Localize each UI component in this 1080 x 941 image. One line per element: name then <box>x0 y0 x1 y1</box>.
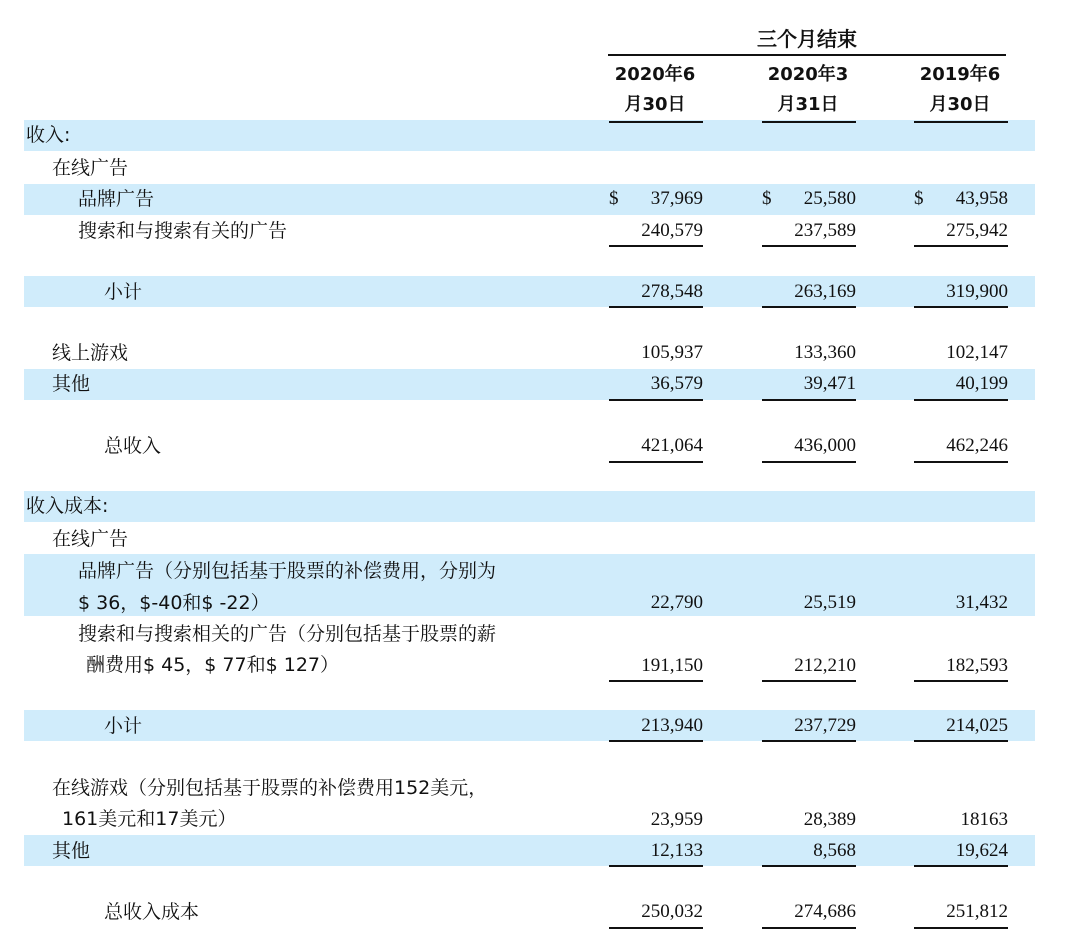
cell-total-cost-2: 274,686 <box>794 901 856 922</box>
cell-cost-subtotal-2: 237,729 <box>794 715 856 736</box>
row-label-brand-ads: 品牌广告 <box>78 188 155 210</box>
underline <box>609 399 703 401</box>
underline <box>609 680 703 682</box>
row-label-online-games: 线上游戏 <box>52 342 129 364</box>
cell-cost-online-games-1: 23,959 <box>650 809 703 830</box>
cell-total-cost-1: 250,032 <box>641 901 703 922</box>
underline <box>762 399 856 401</box>
underline <box>762 680 856 682</box>
underline <box>914 306 1008 308</box>
row-label-cost-online-games: 在线游戏（分别包括基于股票的补偿费用152美元， <box>52 777 488 799</box>
underline <box>914 865 1008 867</box>
currency-symbol: $ <box>609 188 619 209</box>
column-header <box>912 60 1008 120</box>
column-header-rule <box>762 121 856 123</box>
cell-other-1: 36,579 <box>650 373 703 394</box>
row-band <box>24 184 1035 215</box>
cell-cost-brand-ads-1: 22,790 <box>650 592 703 613</box>
section-revenue: 收入: <box>26 124 71 146</box>
cell-brand-ads-1 <box>609 187 703 211</box>
cell-total-revenue-1: 421,064 <box>641 435 703 456</box>
cell-value: 25,580 <box>803 188 856 209</box>
underline <box>762 461 856 463</box>
underline <box>914 927 1008 929</box>
cell-subtotal-1: 278,548 <box>641 281 703 302</box>
underline <box>762 865 856 867</box>
underline <box>914 740 1008 742</box>
cell-online-games-3: 102,147 <box>946 342 1008 363</box>
cell-cost-brand-ads-2: 25,519 <box>803 592 856 613</box>
cell-brand-ads-2 <box>762 187 856 211</box>
cell-cost-other-3: 19,624 <box>955 840 1008 861</box>
cell-cost-online-games-2: 28,389 <box>803 809 856 830</box>
cell-other-3: 40,199 <box>955 373 1008 394</box>
underline <box>762 927 856 929</box>
underline <box>762 306 856 308</box>
row-band <box>24 835 1035 866</box>
column-header-line2: 月30日 <box>624 94 686 115</box>
underline <box>914 680 1008 682</box>
cell-other-2: 39,471 <box>803 373 856 394</box>
underline <box>609 740 703 742</box>
section-online-ads-cost: 在线广告 <box>52 528 129 550</box>
underline <box>609 306 703 308</box>
row-label-cost-search-ads-2: 酬费用$ 45，$ 77和$ 127） <box>86 654 340 676</box>
cell-cost-other-1: 12,133 <box>650 840 703 861</box>
row-label-other: 其他 <box>52 373 91 395</box>
row-label-cost-subtotal: 小计 <box>104 715 143 737</box>
underline <box>914 245 1008 247</box>
section-online-ads: 在线广告 <box>52 157 129 179</box>
underline <box>609 927 703 929</box>
cell-search-ads-1: 240,579 <box>641 220 703 241</box>
column-header <box>607 60 703 120</box>
row-band <box>24 710 1035 741</box>
row-band <box>24 491 1035 522</box>
underline <box>914 461 1008 463</box>
cell-value: 43,958 <box>955 188 1008 209</box>
row-label-cost-other: 其他 <box>52 840 91 862</box>
currency-symbol: $ <box>914 188 924 209</box>
cell-brand-ads-3 <box>914 187 1008 211</box>
row-band <box>24 276 1035 307</box>
row-band <box>24 120 1035 151</box>
cell-cost-search-ads-2: 212,210 <box>794 655 856 676</box>
cell-cost-other-2: 8,568 <box>813 840 856 861</box>
row-label-total-revenue: 总收入 <box>104 435 162 457</box>
cell-total-cost-3: 251,812 <box>946 901 1008 922</box>
cell-total-revenue-3: 462,246 <box>946 435 1008 456</box>
header-rule <box>608 54 1006 56</box>
cell-cost-subtotal-1: 213,940 <box>641 715 703 736</box>
cell-subtotal-2: 263,169 <box>794 281 856 302</box>
section-cost-of-revenue: 收入成本: <box>26 495 109 517</box>
row-label-subtotal: 小计 <box>104 281 143 303</box>
cell-cost-subtotal-3: 214,025 <box>946 715 1008 736</box>
row-label-search-ads: 搜索和与搜索有关的广告 <box>78 220 288 242</box>
underline <box>609 245 703 247</box>
row-label-cost-brand-ads-2: $ 36，$-40和$ -22） <box>78 592 270 614</box>
cell-search-ads-2: 237,589 <box>794 220 856 241</box>
cell-cost-brand-ads-3: 31,432 <box>955 592 1008 613</box>
cell-cost-search-ads-1: 191,150 <box>641 655 703 676</box>
row-label-cost-search-ads: 搜索和与搜索相关的广告（分别包括基于股票的薪 <box>78 623 497 645</box>
cell-search-ads-3: 275,942 <box>946 220 1008 241</box>
underline <box>609 865 703 867</box>
cell-value: 37,969 <box>650 188 703 209</box>
currency-symbol: $ <box>762 188 772 209</box>
cell-cost-online-games-3: 18163 <box>960 809 1008 830</box>
column-header-rule <box>609 121 703 123</box>
cell-total-revenue-2: 436,000 <box>794 435 856 456</box>
underline <box>762 245 856 247</box>
column-header-line2: 月30日 <box>929 94 991 115</box>
cell-subtotal-3: 319,900 <box>946 281 1008 302</box>
column-header-line1: 2020年3 <box>767 64 849 85</box>
underline <box>914 399 1008 401</box>
row-band <box>24 369 1035 400</box>
column-header <box>760 60 856 120</box>
column-header-rule <box>914 121 1008 123</box>
row-label-cost-brand-ads: 品牌广告（分别包括基于股票的补偿费用，分别为 <box>78 560 497 582</box>
cell-online-games-2: 133,360 <box>794 342 856 363</box>
row-label-total-cost: 总收入成本 <box>104 901 200 923</box>
column-header-line2: 月31日 <box>777 94 839 115</box>
underline <box>609 461 703 463</box>
cell-online-games-1: 105,937 <box>641 342 703 363</box>
underline <box>762 740 856 742</box>
column-header-line1: 2019年6 <box>919 64 1001 85</box>
column-header-line1: 2020年6 <box>614 64 696 85</box>
period-title: 三个月结束 <box>757 27 857 51</box>
row-label-cost-online-games-2: 161美元和17美元） <box>62 808 237 830</box>
cell-cost-search-ads-3: 182,593 <box>946 655 1008 676</box>
